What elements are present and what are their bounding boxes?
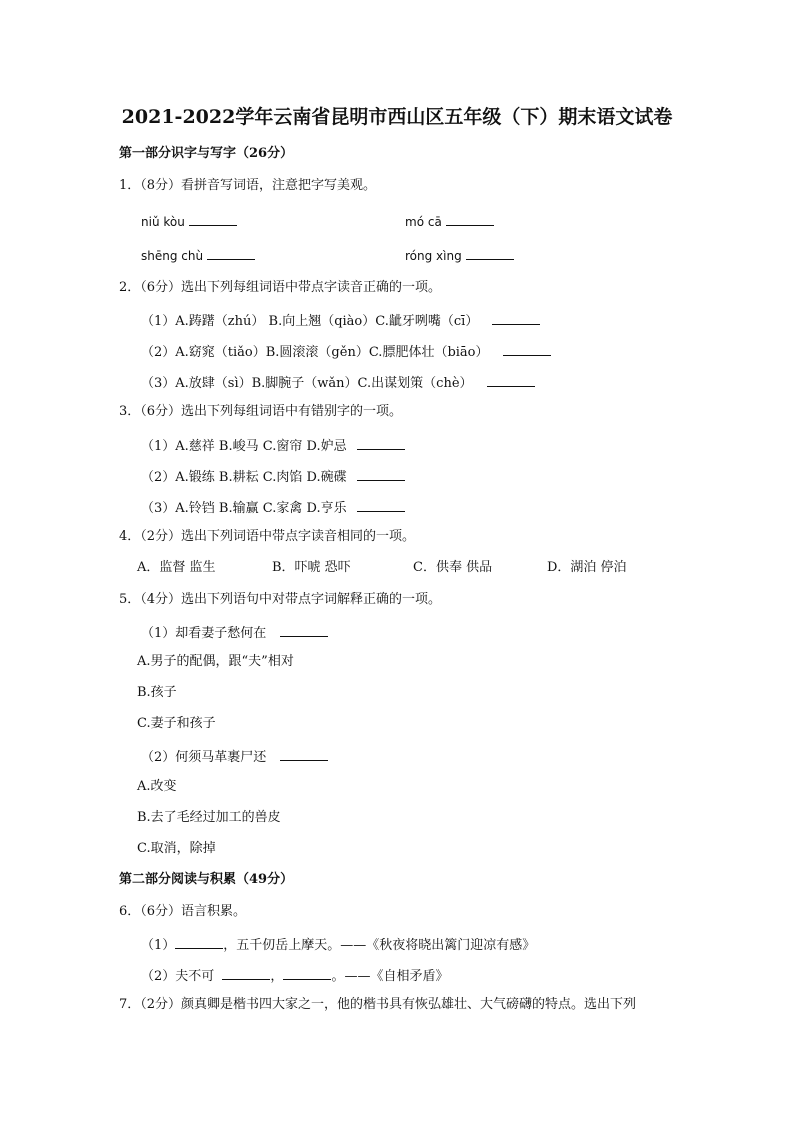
- question-4-option-c[interactable]: C．供奉 供品: [413, 560, 493, 575]
- answer-blank[interactable]: [357, 499, 405, 512]
- item-text: ，: [270, 969, 284, 984]
- question-2-stem: 2．（6分）选出下列每组词语中带点字读音正确的一项。: [119, 280, 442, 295]
- item-text: （2）何须马革裹尸还: [141, 750, 267, 765]
- question-3-item-2: [141, 468, 405, 484]
- pinyin-item-1: [141, 213, 237, 228]
- question-4-stem: 4．（2分）选出下列词语中带点字读音相同的一项。: [119, 529, 416, 544]
- answer-blank[interactable]: [283, 967, 331, 980]
- question-5-stem: 5．（4分）选出下列语句中对带点字词解释正确的一项。: [119, 592, 442, 607]
- answer-blank[interactable]: [175, 936, 223, 949]
- answer-blank[interactable]: [280, 748, 328, 761]
- question-6-line-2: [141, 967, 448, 983]
- answer-blank[interactable]: [446, 213, 494, 226]
- question-5-sub-1-option-b[interactable]: B.孩子: [137, 685, 177, 700]
- question-1-stem: 1．（8分）看拼音写词语，注意把字写美观。: [119, 178, 377, 193]
- item-text: （2）A.窈窕（tiǎo）B.圆滚滚（gěn）C.膘肥体壮（biāo）: [141, 345, 489, 360]
- pinyin-text: niǔ kòu: [141, 215, 185, 229]
- pinyin-text: róng xìng: [405, 249, 462, 263]
- question-2-item-3: [141, 374, 535, 390]
- item-text: （1）A.慈祥 B.峻马 C.窗帘 D.妒忌: [141, 439, 347, 454]
- answer-blank[interactable]: [222, 967, 270, 980]
- pinyin-item-2: [405, 213, 494, 228]
- question-2-item-2: [141, 343, 551, 359]
- answer-blank[interactable]: [503, 343, 551, 356]
- question-6-line-1: [141, 936, 535, 952]
- section-heading-1: 第一部分识字与写字（26分）: [119, 146, 294, 161]
- answer-blank[interactable]: [357, 468, 405, 481]
- question-5-sub-1-option-c[interactable]: C.妻子和孩子: [137, 716, 216, 731]
- item-text: （3）A.铃铛 B.输赢 C.家禽 D.亨乐: [141, 501, 347, 516]
- question-6-stem: 6．（6分）语言积累。: [119, 904, 247, 919]
- pinyin-item-4: [405, 247, 514, 262]
- answer-blank[interactable]: [492, 312, 540, 325]
- question-5-sub-2-option-a[interactable]: A.改变: [137, 779, 177, 794]
- section-heading-2: 第二部分阅读与积累（49分）: [119, 872, 294, 887]
- question-3-stem: 3．（6分）选出下列每组词语中有错别字的一项。: [119, 404, 403, 419]
- question-5-sub-2: [141, 748, 328, 764]
- question-3-item-1: [141, 437, 405, 453]
- question-5-sub-1-option-a[interactable]: A.男子的配偶，跟“夫”相对: [137, 654, 294, 669]
- item-text: （1）却看妻子愁何在: [141, 626, 267, 641]
- pinyin-text: mó cā: [405, 215, 442, 229]
- question-4-option-b[interactable]: B．吓唬 恐吓: [272, 560, 351, 575]
- pinyin-item-3: [141, 247, 255, 262]
- answer-blank[interactable]: [466, 247, 514, 260]
- answer-blank[interactable]: [207, 247, 255, 260]
- question-3-item-3: [141, 499, 405, 515]
- pinyin-text: shēng chù: [141, 249, 204, 263]
- question-4-option-a[interactable]: A．监督 监生: [137, 560, 216, 575]
- question-5-sub-2-option-c[interactable]: C.取消，除掉: [137, 841, 216, 856]
- answer-blank[interactable]: [280, 624, 328, 637]
- item-text: ，五千仞岳上摩天。——《秋夜将晓出篱门迎凉有感》: [223, 938, 536, 953]
- question-5-sub-2-option-b[interactable]: B.去了毛经过加工的兽皮: [137, 810, 281, 825]
- item-text: （2）A.锻练 B.耕耘 C.肉馅 D.碗碟: [141, 470, 347, 485]
- question-2-item-1: [141, 312, 540, 328]
- page-title: 2021-2022学年云南省昆明市西山区五年级（下）期末语文试卷: [121, 106, 673, 128]
- item-text: 。——《自相矛盾》: [331, 969, 449, 984]
- question-7-stem: 7．（2分）颜真卿是楷书四大家之一，他的楷书具有恢弘雄壮、大气磅礴的特点。选出下列: [119, 997, 637, 1012]
- item-label: （1）: [141, 938, 176, 953]
- question-5-sub-1: [141, 624, 328, 640]
- item-text: （3）A.放肆（sì）B.脚腕子（wǎn）C.出谋划策（chè）: [141, 376, 473, 391]
- answer-blank[interactable]: [487, 374, 535, 387]
- item-text: （1）A.踌躇（zhú） B.向上翘（qiào）C.龇牙咧嘴（cī）: [141, 314, 479, 329]
- answer-blank[interactable]: [189, 213, 237, 226]
- answer-blank[interactable]: [357, 437, 405, 450]
- question-4-option-d[interactable]: D．湖泊 停泊: [547, 560, 627, 575]
- item-label: （2）夫不可: [141, 969, 215, 984]
